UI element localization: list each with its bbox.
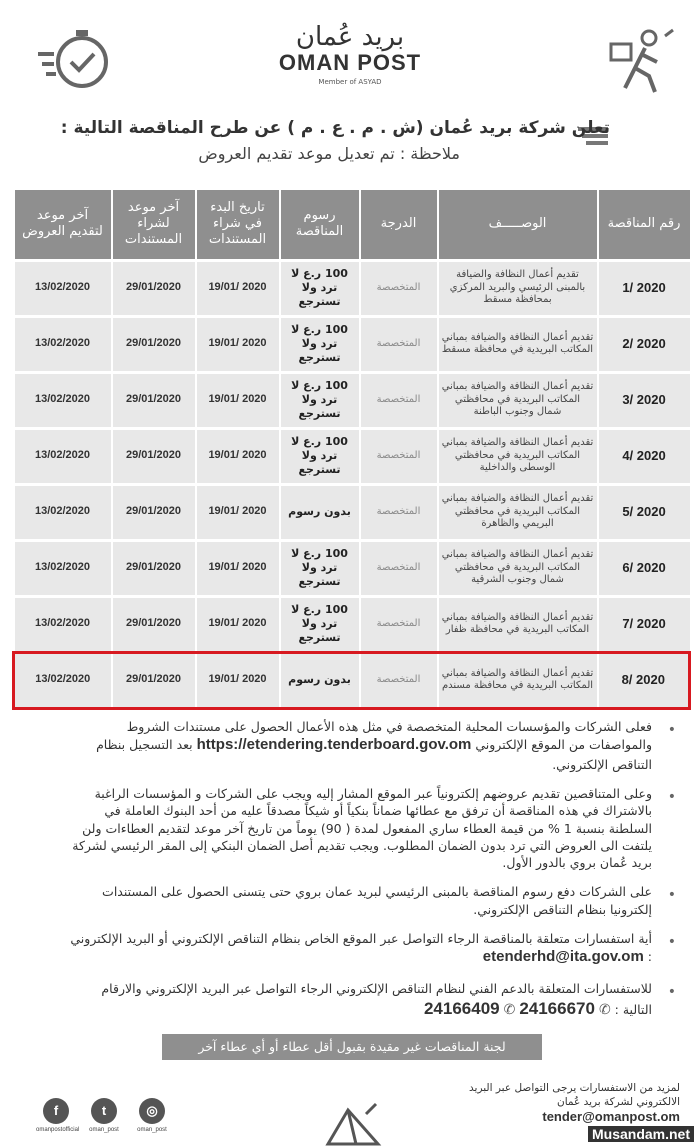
col-number: رقم المناقصة [598,190,690,260]
tender-number: 2/ 2020 [598,316,690,372]
table-row [14,428,690,484]
tender-last-submit: 13/02/2020 [14,540,112,596]
col-last-submit: آخر موعد لتقديم العروض [14,190,112,260]
tender-description: تقديم أعمال النظافة والضيافة بمباني المكاتب البريدية في محافظة مسندم [438,652,598,708]
paper-plane-icon [318,1100,388,1148]
tender-number: 6/ 2020 [598,540,690,596]
logo-english: OMAN POST [278,50,422,75]
table-row [14,260,690,316]
tender-last-purchase: 29/01/2020 [112,540,196,596]
twitter-link[interactable] [84,1098,124,1133]
condition-text: أية استفسارات متعلقة بالمناقصة الرجاء التواصل عبر الموقع الخاص بنظام التناقص الإلكتروني أو البريد الإلكتروني : [70,930,652,965]
header [0,0,700,110]
tender-fee: بدون رسوم [280,484,360,540]
tender-fee: بدون رسوم [280,652,360,708]
tender-last-purchase: 29/01/2020 [112,484,196,540]
tender-number: 4/ 2020 [598,428,690,484]
tender-description: تقديم أعمال النظافة والضيافة بمباني المكاتب البريدية في محافظتي شمال وجنوب الباطنة [438,372,598,428]
tender-last-submit: 13/02/2020 [14,316,112,372]
tender-start-date: 19/01/ 2020 [196,652,280,708]
etender-email-link[interactable]: etenderhd@ita.gov.om [482,948,644,966]
tender-last-submit: 13/02/2020 [14,484,112,540]
tender-last-purchase: 29/01/2020 [112,260,196,316]
bullet-dot-icon: • [667,933,676,950]
tender-description: تقديم أعمال النظافة والضيافة بمباني المكاتب البريدية في محافظة مسقط [438,316,598,372]
tender-last-purchase: 29/01/2020 [112,652,196,708]
tender-last-submit: 13/02/2020 [14,260,112,316]
intro-note: ملاحظة : تم تعديل موعد تقديم العروض [198,144,460,163]
tender-start-date: 19/01/ 2020 [196,316,280,372]
table-row [14,540,690,596]
table-row [14,596,690,652]
condition-item [70,883,676,918]
tender-last-submit: 13/02/2020 [14,596,112,652]
table-row [14,372,690,428]
col-description: الوصـــــف [438,190,598,260]
watermark: Musandam.net [588,1126,694,1142]
table-header-row [14,190,690,260]
bullet-dot-icon: • [667,722,676,738]
footer-contact [460,1082,680,1126]
tender-fee: 100 ر.ع لا ترد ولا تسترجع [280,540,360,596]
stopwatch-icon [36,24,116,94]
instagram-handle: oman_post [137,1127,167,1133]
col-last-purchase: آخر موعد لشراء المستندات [112,190,196,260]
tender-start-date: 19/01/ 2020 [196,260,280,316]
tender-fee: 100 ر.ع لا ترد ولا تسترجع [280,372,360,428]
col-start-date: تاريخ البدء في شراء المستندات [196,190,280,260]
twitter-icon: t [91,1098,117,1124]
footer-contact-text: لمزيد من الاستفسارات يرجى التواصل عبر البريد الالكتروني لشركة بريد عُمان [469,1082,680,1108]
tender-fee: 100 ر.ع لا ترد ولا تسترجع [280,596,360,652]
table-row [14,316,690,372]
tender-last-submit: 13/02/2020 [14,652,112,708]
committee-banner: لجنة المناقصات غير مقيدة بقبول أقل عطاء أو أي عطاء آخر [162,1034,542,1060]
condition-text: فعلى الشركات والمؤسسات المحلية المتخصصة في مثل هذه الأعمال الحصول على مستندات الشروط والمواصفات من الموقع الإلكتروني [126,719,652,753]
bullet-dot-icon: • [667,789,676,806]
oman-post-logo [260,22,440,92]
tender-start-date: 19/01/ 2020 [196,540,280,596]
conditions-list [70,718,676,1033]
tender-grade: المتخصصة [360,372,438,428]
tender-start-date: 19/01/ 2020 [196,428,280,484]
phone-icon: ✆ [598,1002,611,1019]
tender-number: 3/ 2020 [598,372,690,428]
tender-start-date: 19/01/ 2020 [196,372,280,428]
etendering-link[interactable]: https://etendering.tenderboard.gov.om [196,736,472,754]
tender-last-purchase: 29/01/2020 [112,372,196,428]
tender-number: 5/ 2020 [598,484,690,540]
tender-number: 1/ 2020 [598,260,690,316]
condition-item [70,980,676,1021]
tender-last-purchase: 29/01/2020 [112,316,196,372]
instagram-icon: ◎ [139,1098,165,1124]
condition-item [70,718,676,773]
condition-item [70,930,676,968]
condition-tail: بعد التسجيل بنظام التناقص الإلكتروني. [96,737,652,772]
tender-grade: المتخصصة [360,260,438,316]
tender-description: تقديم أعمال النظافة والضيافة بمباني المكاتب البريدية في محافظة ظفار [438,596,598,652]
facebook-icon: f [43,1098,69,1124]
table-row [14,484,690,540]
tender-fee: 100 ر.ع لا ترد ولا تسترجع [280,428,360,484]
instagram-link[interactable] [132,1098,172,1133]
tender-fee: 100 ر.ع لا ترد ولا تسترجع [280,316,360,372]
tender-description: تقديم أعمال النظافة والضيافة بمباني المكاتب البريدية في محافظتي شمال وجنوب الشرقية [438,540,598,596]
condition-text: وعلى المتناقصين تقديم عروضهم إلكترونياً عبر الموقع المشار إليه ويجب على الشركات و المؤسسات الراغبة بالاشتراك في هذه المناقصة أن ترفق مع عطائها ضماناً بنكياً أو شيكاً مصدقاً عليه من أحد البنوك العاملة في السلطنة بنسبة 1 % من قيمة العطاء ساري المفعول لمدة ( 90) يوماً من تاريخ آخر موعد لتقديم العطاءات ولن يلتفت الى العروض التي ترد بدون الضمان المطلوب. ويجب تقديم أصل الضمان البنكي إلى المقر الرئيسي لشركة بريد عُمان بروي بالدور الأول. [72,786,652,871]
tender-last-purchase: 29/01/2020 [112,428,196,484]
intro-announcement: تعلن شركة بريد عُمان (ش . م . ع . م ) عن طرح المناقصة التالية : [60,118,610,138]
condition-text: للاستفسارات المتعلقة بالدعم الفني لنظام التناقص الإلكتروني الرجاء التواصل عبر البريد الإلكتروني والارقام التالية : [101,980,652,1018]
tender-grade: المتخصصة [360,540,438,596]
courier-icon [605,26,677,96]
phone-number-1[interactable]: 24166409 [423,999,500,1019]
condition-item [70,785,676,871]
tender-grade: المتخصصة [360,484,438,540]
condition-text: على الشركات دفع رسوم المناقصة بالمبنى الرئيسي لبريد عمان بروي حتى يتسنى الحصول على المستندات إلكترونيا بنظام التناقص الإلكتروني. [102,884,652,917]
bullet-dot-icon: • [667,887,676,904]
tender-grade: المتخصصة [360,428,438,484]
col-grade: الدرجة [360,190,438,260]
tender-number: 7/ 2020 [598,596,690,652]
tender-description: تقديم أعمال النظافة والضيافة بمباني المكاتب البريدية في محافظتي البريمي والظاهرة [438,484,598,540]
tender-grade: المتخصصة [360,652,438,708]
intro [50,118,610,163]
logo-member-text: Member of ASYAD [318,78,382,86]
phone-icon: ✆ [503,1002,516,1019]
tender-description: تقديم أعمال النظافة والضيافة بالمبنى الرئيسي والبريد المركزي بمحافظة مسقط [438,260,598,316]
logo-arabic: بريد عُمان [295,22,405,52]
tender-email-link[interactable]: tender@omanpost.om [542,1109,680,1125]
twitter-handle: oman_post [89,1127,119,1133]
tender-last-purchase: 29/01/2020 [112,596,196,652]
tender-fee: 100 ر.ع لا ترد ولا تسترجع [280,260,360,316]
table-row-highlighted [14,652,690,708]
col-fee: رسوم المناقصة [280,190,360,260]
tender-last-submit: 13/02/2020 [14,428,112,484]
phone-number-2[interactable]: 24166670 [519,999,595,1019]
facebook-link[interactable] [36,1098,80,1133]
tenders-table [12,190,688,710]
tender-grade: المتخصصة [360,316,438,372]
facebook-handle: omanpostofficial [36,1127,80,1133]
bullet-dot-icon: • [667,983,676,1000]
tender-description: تقديم أعمال النظافة والضيافة بمباني المكاتب البريدية في محافظتي الوسطى والداخلية [438,428,598,484]
tender-start-date: 19/01/ 2020 [196,596,280,652]
tender-number: 8/ 2020 [598,652,690,708]
tender-grade: المتخصصة [360,596,438,652]
tender-last-submit: 13/02/2020 [14,372,112,428]
tender-start-date: 19/01/ 2020 [196,484,280,540]
